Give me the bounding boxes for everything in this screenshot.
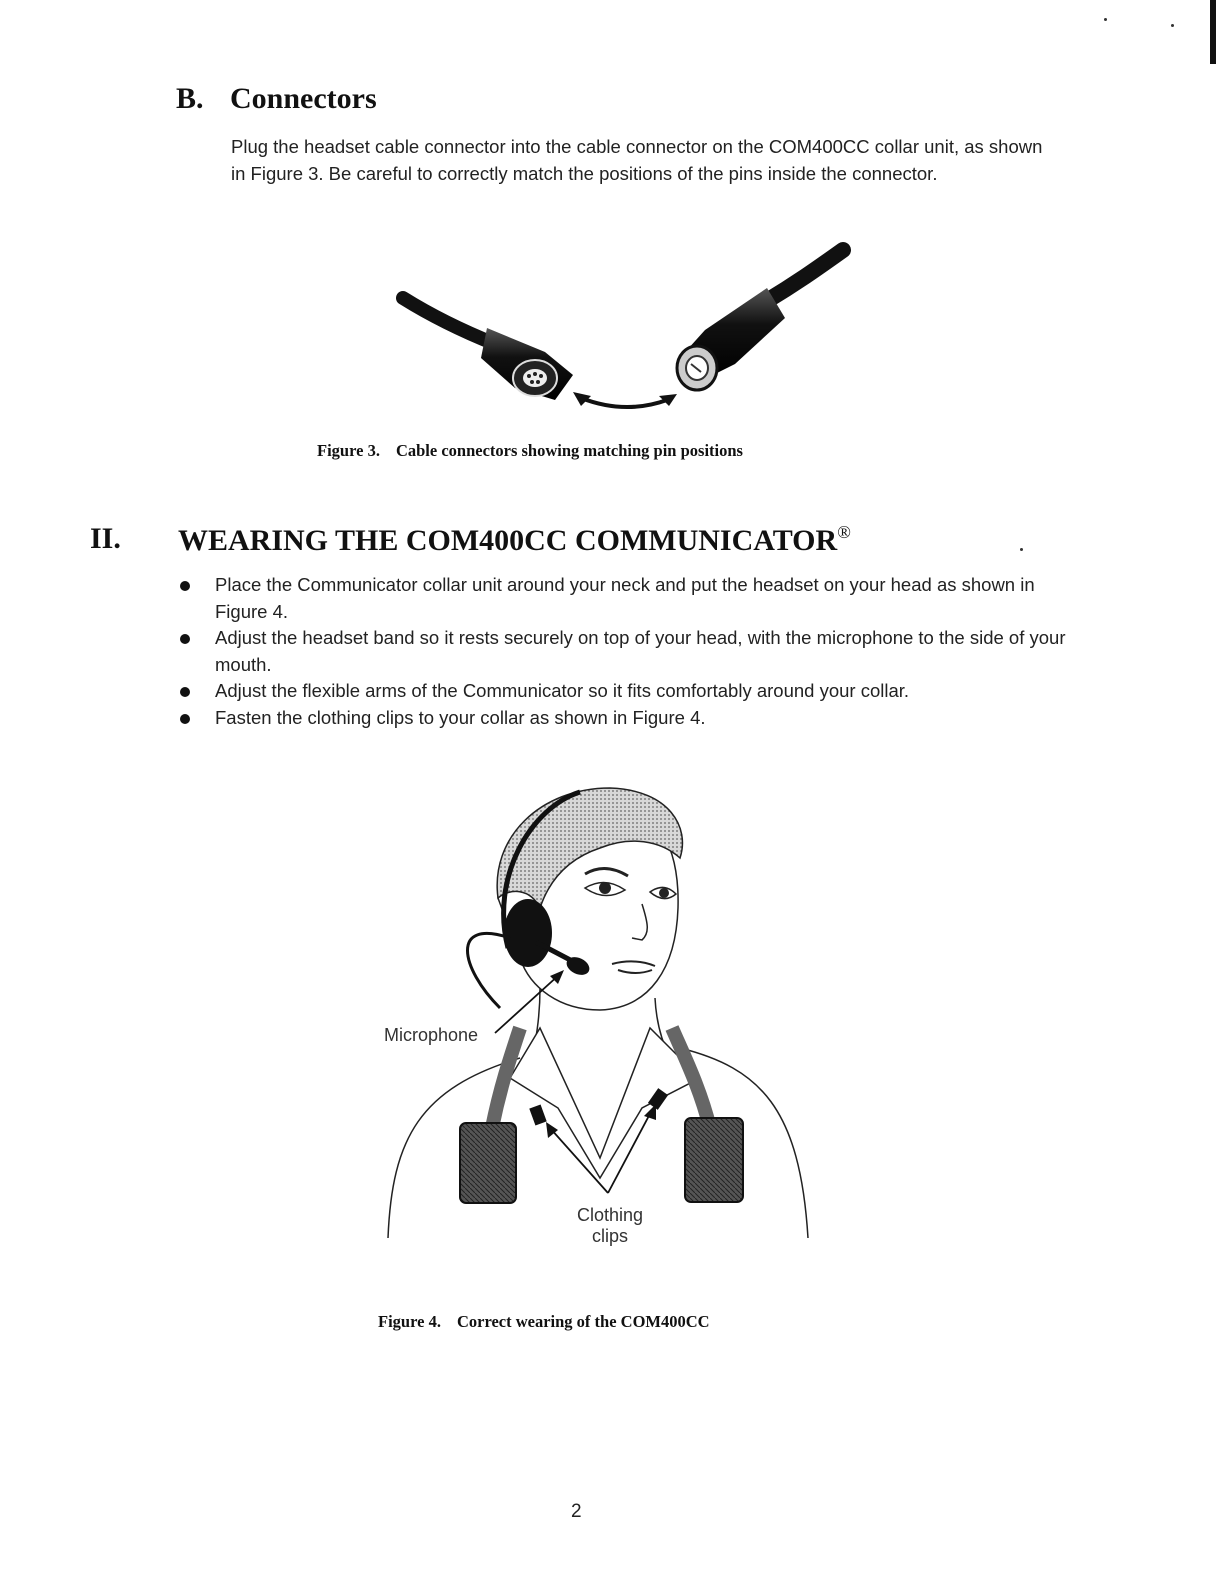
figure-3-caption xyxy=(317,441,743,461)
figure-caption-text: Correct wearing of the COM400CC xyxy=(456,1312,710,1331)
bullet-icon xyxy=(180,714,190,724)
figure-4-caption xyxy=(378,1312,710,1332)
list-item: Place the Communicator collar unit around your neck and put the headset on your head as shown in Figure 4. xyxy=(178,572,1078,625)
section-title: Connectors xyxy=(230,82,377,115)
list-item: Adjust the flexible arms of the Communicator so it fits comfortably around your collar. xyxy=(178,678,1078,705)
bullet-icon xyxy=(180,687,190,697)
list-item: Adjust the headset band so it rests securely on top of your head, with the microphone to the side of your mouth. xyxy=(178,625,1078,678)
clothing-clip-left xyxy=(529,1104,546,1125)
collar-unit-right xyxy=(685,1118,743,1202)
figure-label: Figure 3. xyxy=(317,441,380,460)
matching-arrow xyxy=(581,398,667,407)
bullet-icon xyxy=(180,581,190,591)
collar-unit-left xyxy=(460,1123,516,1203)
scan-speck xyxy=(1171,24,1174,27)
margin-bar xyxy=(1210,0,1216,64)
right-cable xyxy=(765,250,843,302)
left-cable xyxy=(403,298,495,344)
figure-4-illustration xyxy=(380,778,820,1258)
bullet-icon xyxy=(180,634,190,644)
section-number: B. xyxy=(176,82,204,115)
microphone-pointer xyxy=(495,974,560,1033)
connectors-paragraph: Plug the headset cable connector into the cable connector on the COM400CC collar unit, as shown in Figure 3. Be careful to correctly match the positions of the pins inside the connector. xyxy=(231,136,1043,184)
scan-speck xyxy=(1104,18,1107,21)
headset-earpiece xyxy=(504,899,552,967)
figure-label: Figure 4. xyxy=(378,1312,441,1331)
figure-3-illustration xyxy=(395,240,855,420)
wearing-instructions-list xyxy=(178,572,1078,731)
callout-clothing-clips: Clothing clips xyxy=(576,1205,644,1246)
section-b-heading xyxy=(176,82,377,116)
list-item: Fasten the clothing clips to your collar as shown in Figure 4. xyxy=(178,705,1078,732)
headset-cord xyxy=(468,933,511,1008)
scan-speck xyxy=(1020,548,1023,551)
callout-microphone: Microphone xyxy=(384,1025,479,1045)
section-title: WEARING THE COM400CC COMMUNICATOR xyxy=(178,524,838,557)
shirt-collar xyxy=(510,1028,700,1178)
figure-caption-text: Cable connectors showing matching pin positions xyxy=(395,441,743,460)
registered-mark: ® xyxy=(837,522,851,542)
section-number: II. xyxy=(90,522,121,555)
page-number: 2 xyxy=(571,1501,582,1522)
